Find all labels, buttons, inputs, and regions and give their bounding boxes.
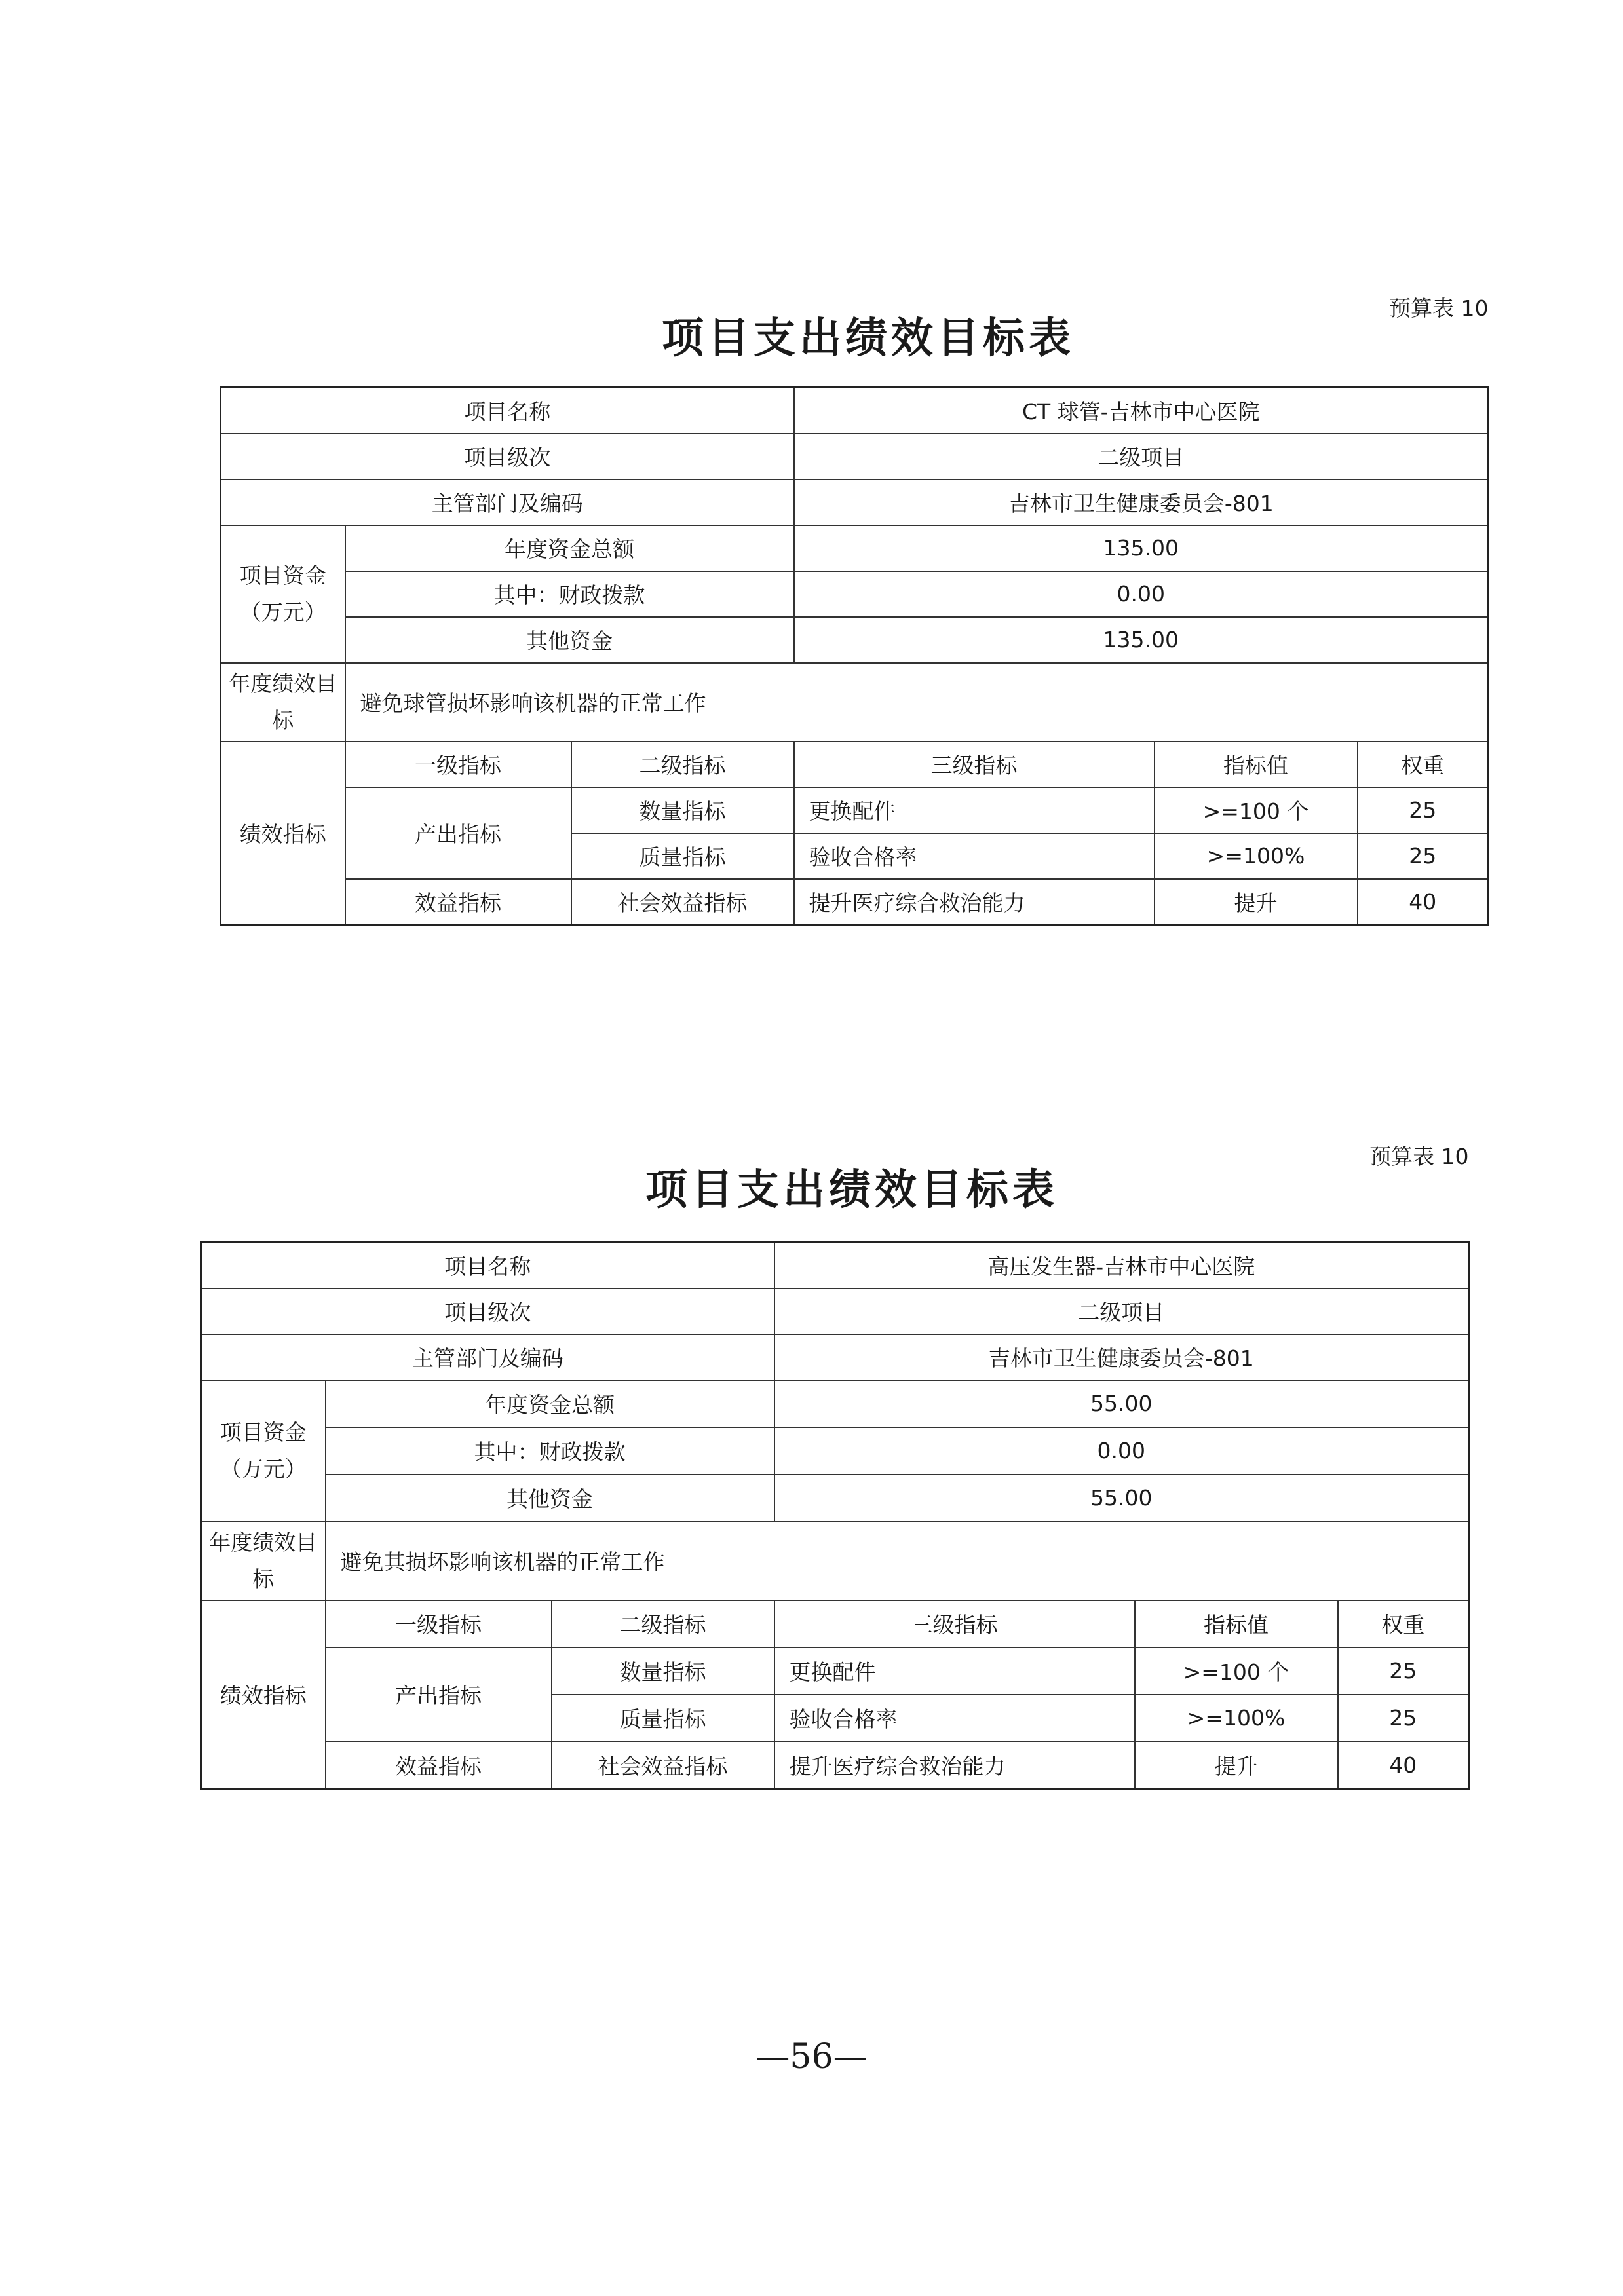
- value-cell: >=100 个: [1135, 1647, 1338, 1695]
- fiscal-value: 0.00: [774, 1427, 1469, 1475]
- value-cell: >=100 个: [1155, 787, 1358, 833]
- table-row: [201, 1742, 1469, 1789]
- table-row: [201, 1289, 1469, 1334]
- value-cell: 提升: [1155, 879, 1358, 925]
- table-row: [221, 879, 1489, 925]
- form-title: 项目支出绩效目标表: [645, 1166, 1058, 1214]
- annual-goal-label: 年度绩效目标: [201, 1522, 326, 1600]
- weight-cell: 25: [1358, 787, 1489, 833]
- weight-cell: 40: [1358, 879, 1489, 925]
- project-level-label: 项目级次: [221, 434, 794, 480]
- project-name-label: 项目名称: [221, 388, 794, 434]
- table-row: [221, 787, 1489, 833]
- funds-label: 项目资金（万元）: [201, 1380, 326, 1522]
- project-level-label: 项目级次: [201, 1289, 774, 1334]
- level3-header: 三级指标: [794, 742, 1155, 787]
- annual-goal-label: 年度绩效目标: [221, 663, 345, 742]
- level3-cell: 提升医疗综合救治能力: [774, 1742, 1135, 1789]
- level2-cell: 社会效益指标: [552, 1742, 774, 1789]
- table-row: [221, 525, 1489, 571]
- weight-header: 权重: [1358, 742, 1489, 787]
- level1-cell: 产出指标: [345, 787, 571, 879]
- other-funds-label: 其他资金: [345, 617, 794, 663]
- annual-total-value: 55.00: [774, 1380, 1469, 1427]
- table-row: [201, 1427, 1469, 1475]
- level2-header: 二级指标: [552, 1600, 774, 1647]
- table-row: [201, 1600, 1469, 1647]
- level1-cell: 效益指标: [345, 879, 571, 925]
- level2-cell: 数量指标: [571, 787, 794, 833]
- weight-cell: 25: [1338, 1647, 1469, 1695]
- table-row: [201, 1475, 1469, 1522]
- table-row: [221, 434, 1489, 480]
- table-row: [201, 1380, 1469, 1427]
- performance-table: [200, 1241, 1470, 1790]
- annual-total-value: 135.00: [794, 525, 1489, 571]
- department-label: 主管部门及编码: [221, 480, 794, 525]
- table-row: [221, 617, 1489, 663]
- indicators-label: 绩效指标: [221, 742, 345, 925]
- level2-cell: 社会效益指标: [571, 879, 794, 925]
- department-value: 吉林市卫生健康委员会-801: [794, 480, 1489, 525]
- form-tag: 预算表 10: [1389, 295, 1489, 321]
- level2-cell: 质量指标: [552, 1695, 774, 1742]
- level3-cell: 提升医疗综合救治能力: [794, 879, 1155, 925]
- level3-header: 三级指标: [774, 1600, 1135, 1647]
- value-header: 指标值: [1135, 1600, 1338, 1647]
- fiscal-label: 其中：财政拨款: [345, 571, 794, 617]
- table-row: [221, 480, 1489, 525]
- other-funds-label: 其他资金: [326, 1475, 774, 1522]
- project-level-value: 二级项目: [794, 434, 1489, 480]
- table-row: [201, 1334, 1469, 1380]
- table-row: [201, 1522, 1469, 1600]
- value-cell: >=100%: [1135, 1695, 1338, 1742]
- annual-goal-value: 避免其损坏影响该机器的正常工作: [326, 1522, 1469, 1600]
- project-name-value: 高压发生器-吉林市中心医院: [774, 1243, 1469, 1289]
- indicators-label: 绩效指标: [201, 1600, 326, 1789]
- level1-header: 一级指标: [326, 1600, 552, 1647]
- form-title: 项目支出绩效目标表: [662, 314, 1075, 363]
- department-label: 主管部门及编码: [201, 1334, 774, 1380]
- page-number: —56—: [755, 2037, 868, 2077]
- project-level-value: 二级项目: [774, 1289, 1469, 1334]
- project-name-value: CT 球管-吉林市中心医院: [794, 388, 1489, 434]
- level3-cell: 更换配件: [794, 787, 1155, 833]
- form-tag: 预算表 10: [1369, 1144, 1469, 1169]
- weight-cell: 25: [1338, 1695, 1469, 1742]
- value-cell: 提升: [1135, 1742, 1338, 1789]
- weight-cell: 25: [1358, 833, 1489, 879]
- annual-total-label: 年度资金总额: [326, 1380, 774, 1427]
- weight-header: 权重: [1338, 1600, 1469, 1647]
- table-row: [201, 1647, 1469, 1695]
- table-row: [221, 388, 1489, 434]
- level3-cell: 验收合格率: [794, 833, 1155, 879]
- weight-cell: 40: [1338, 1742, 1469, 1789]
- annual-goal-value: 避免球管损坏影响该机器的正常工作: [345, 663, 1489, 742]
- level3-cell: 验收合格率: [774, 1695, 1135, 1742]
- table-row: [221, 571, 1489, 617]
- level2-cell: 数量指标: [552, 1647, 774, 1695]
- value-header: 指标值: [1155, 742, 1358, 787]
- annual-total-label: 年度资金总额: [345, 525, 794, 571]
- project-name-label: 项目名称: [201, 1243, 774, 1289]
- fiscal-value: 0.00: [794, 571, 1489, 617]
- table-row: [201, 1243, 1469, 1289]
- other-funds-value: 135.00: [794, 617, 1489, 663]
- table-row: [221, 742, 1489, 787]
- level2-header: 二级指标: [571, 742, 794, 787]
- table-row: [221, 663, 1489, 742]
- fiscal-label: 其中：财政拨款: [326, 1427, 774, 1475]
- level1-header: 一级指标: [345, 742, 571, 787]
- level3-cell: 更换配件: [774, 1647, 1135, 1695]
- level1-cell: 效益指标: [326, 1742, 552, 1789]
- department-value: 吉林市卫生健康委员会-801: [774, 1334, 1469, 1380]
- performance-table: [220, 386, 1489, 926]
- level1-cell: 产出指标: [326, 1647, 552, 1742]
- level2-cell: 质量指标: [571, 833, 794, 879]
- other-funds-value: 55.00: [774, 1475, 1469, 1522]
- funds-label: 项目资金（万元）: [221, 525, 345, 663]
- value-cell: >=100%: [1155, 833, 1358, 879]
